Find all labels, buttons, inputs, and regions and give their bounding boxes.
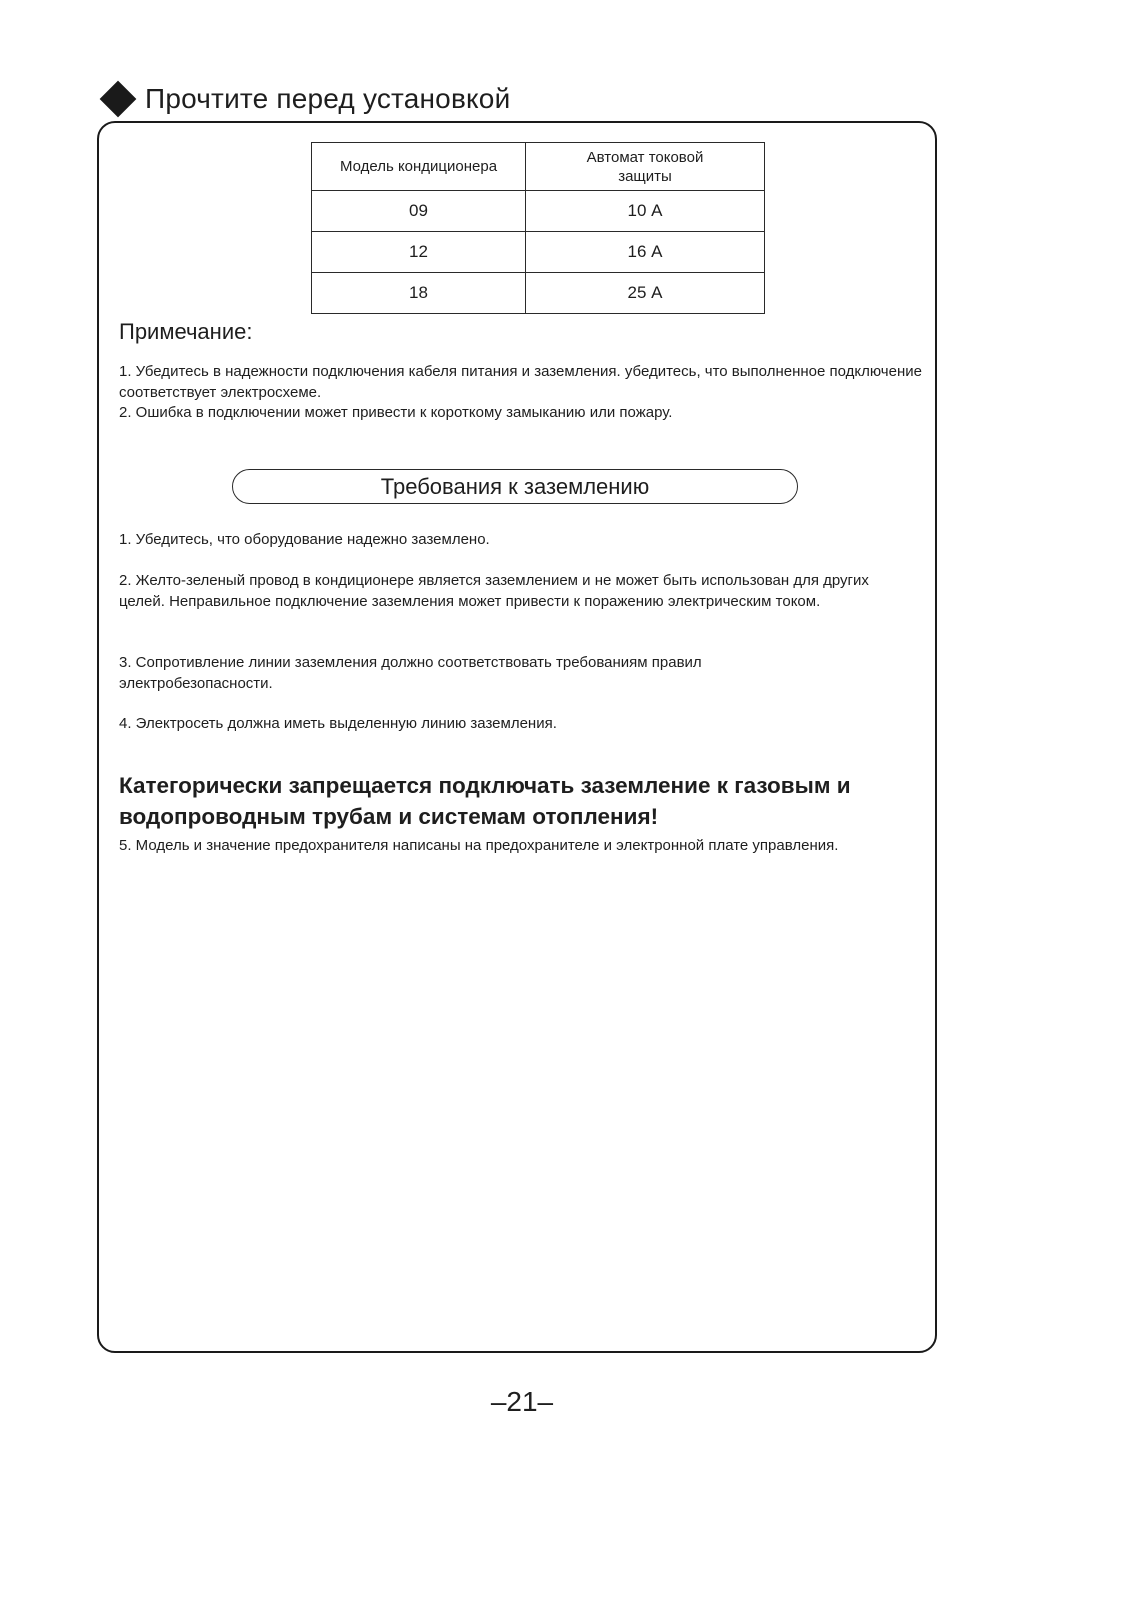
table-cell-breaker: 10 А xyxy=(526,191,765,232)
note-item-1: 1. Убедитесь в надежности подключения кабеля питания и заземления. убедитесь, что выполненное подключение соответствует электросхеме. xyxy=(119,363,922,401)
note-item-2: 2. Ошибка в подключении может привести к короткому замыканию или пожару. xyxy=(119,404,673,421)
grounding-item-4: 4. Электросеть должна иметь выделенную линию заземления. xyxy=(119,715,557,732)
table-row xyxy=(312,232,765,273)
grounding-warning: Категорически запрещается подключать заземление к газовым и водопроводным трубам и системам отопления! xyxy=(119,773,851,829)
grounding-item-1: 1. Убедитесь, что оборудование надежно заземлено. xyxy=(119,531,490,548)
table-cell-breaker: 25 А xyxy=(526,273,765,314)
table-row xyxy=(312,191,765,232)
page-header xyxy=(99,76,510,122)
table-cell-breaker: 16 А xyxy=(526,232,765,273)
page-number: –21– xyxy=(490,1386,554,1417)
page-title: Прочтите перед установкой xyxy=(145,83,511,114)
table-header-breaker-text: Автомат токовой защиты xyxy=(586,148,704,185)
table-row xyxy=(312,273,765,314)
table-cell-model: 18 xyxy=(312,273,526,314)
table-header-breaker xyxy=(526,143,765,191)
breaker-table xyxy=(311,142,765,314)
table-header-row xyxy=(312,143,765,191)
grounding-section-heading xyxy=(232,469,798,504)
note-heading: Примечание: xyxy=(119,319,253,344)
grounding-item-3: 3. Сопротивление линии заземления должно соответствовать требованиям правил электробезопасности. xyxy=(119,654,702,692)
table-cell-model: 12 xyxy=(312,232,526,273)
table-cell-model: 09 xyxy=(312,191,526,232)
grounding-heading-text: Требования к заземлению xyxy=(380,473,650,499)
table-header-model: Модель кондиционера xyxy=(312,143,526,191)
grounding-item-5: 5. Модель и значение предохранителя написаны на предохранителе и электронной плате управления. xyxy=(119,837,839,854)
diamond-bullet-icon xyxy=(100,81,137,118)
grounding-item-2: 2. Желто-зеленый провод в кондиционере является заземлением и не может быть использован для других целей. Неправильное подключение заземления может привести к поражению электрическим током. xyxy=(119,572,869,610)
